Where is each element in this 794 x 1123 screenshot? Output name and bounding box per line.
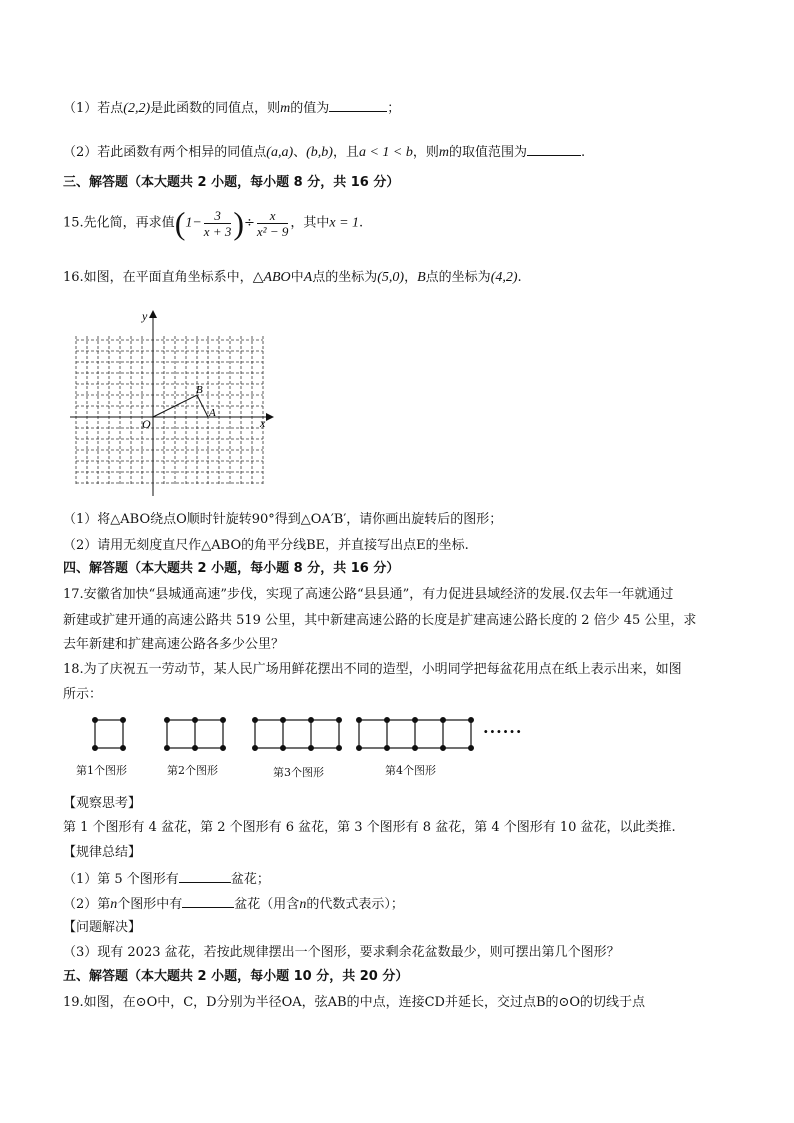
pattern-4 [357, 718, 474, 751]
flower-dot [121, 718, 126, 723]
observe-text: 第 1 个图形有 4 盆花，第 2 个图形有 6 盆花，第 3 个图形有 8 盆花，第 4 个图形有 10 盆花，以此类推. [63, 820, 676, 835]
pattern-2 [165, 718, 226, 751]
q18-part1: （1）第 5 个图形有 盆花； [63, 868, 270, 890]
observe-title: 【观察思考】 [63, 796, 142, 811]
flower-dot [281, 746, 286, 751]
q17-line1: 17.安徽省加快“县城通高速”步伐，实现了高速公路“县县通”，有力促进县域经济的发展.仅去年一年就通过 [63, 587, 674, 602]
q15: 15.先化简，再求值(1− $\frac{3}{x + 3}$ )÷ $\frac{x}{\text{x² − 9}}$ ，其中x = 1. [63, 205, 364, 241]
q14-part1: （1）若点(2,2)是此函数的同值点，则m的值为 ； [63, 97, 400, 119]
caption-figure-2: 第2个图形 [167, 764, 218, 777]
x-axis-arrow [266, 413, 274, 421]
flower-dot [93, 746, 98, 751]
flower-dot [413, 718, 418, 723]
section-3-title: 三、解答题（本大题共 2 小题，每小题 8 分，共 16 分） [63, 175, 400, 190]
flower-dot [337, 746, 342, 751]
q18-line2: 所示： [63, 687, 103, 702]
flower-dot [281, 718, 286, 723]
flower-dot [357, 718, 362, 723]
continuation-dots: ······ [483, 722, 523, 741]
q16-part1: （1）将△ABO绕点O顺时针旋转90°得到△OA′B′，请你画出旋转后的图形； [63, 512, 503, 527]
fraction-3-over-x-plus-3: $\frac{3}{x + 3}$ [203, 207, 232, 239]
answer-blank-3[interactable] [179, 868, 231, 883]
coordinate-grid-figure [66, 306, 282, 502]
q18-part3: （3）现有 2023 盆花，若按此规律摆出一个图形，要求剩余花盆数最少，则可摆出第几个图形？ [63, 945, 620, 960]
origin-label: O [142, 417, 151, 431]
pattern-3 [253, 718, 342, 751]
flower-dot [385, 746, 390, 751]
section-5-title: 五、解答题（本大题共 2 小题，每小题 10 分，共 20 分） [63, 969, 409, 984]
flower-dot [469, 718, 474, 723]
pattern-1 [93, 718, 126, 751]
y-axis-label: y [142, 309, 148, 323]
flower-dot [385, 718, 390, 723]
section-4-title: 四、解答题（本大题共 2 小题，每小题 8 分，共 16 分） [63, 561, 400, 576]
flower-dot [309, 746, 314, 751]
flower-dot [413, 746, 418, 751]
point-2-2: (2,2) [123, 101, 151, 116]
flower-dot [165, 746, 170, 751]
flower-dot [357, 746, 362, 751]
flower-dot [165, 718, 170, 723]
answer-blank-1[interactable] [329, 97, 387, 112]
q18-part2: （2）第n个图形中有 盆花（用含n的代数式表示）； [63, 893, 404, 915]
flower-patterns-figure [85, 712, 535, 756]
q14-part2: （2）若此函数有两个相异的同值点(a,a)、(b,b)，且a < 1 < b，则m的取值范围为 . [63, 141, 585, 163]
q17-line2: 新建或扩建开通的高速公路共 519 公里，其中新建高速公路的长度是扩建高速公路长度的 2 倍少 45 公里，求 [63, 613, 697, 628]
answer-blank-2[interactable] [527, 141, 581, 156]
q17-line3: 去年新建和扩建高速公路各多少公里？ [63, 637, 285, 652]
flower-dot [441, 718, 446, 723]
y-axis-arrow [149, 310, 157, 318]
flower-dot [469, 746, 474, 751]
flower-dot [441, 746, 446, 751]
flower-dot [193, 718, 198, 723]
q16-part2: （2）请用无刻度直尺作△ABO的角平分线BE，并直接写出点E的坐标. [63, 538, 469, 553]
caption-figure-1: 第1个图形 [76, 764, 127, 777]
q18-line1: 18.为了庆祝五一劳动节，某人民广场用鲜花摆出不同的造型，小明同学把每盆花用点在纸上表示出来，如图 [63, 662, 682, 677]
caption-figure-3: 第3个图形 [273, 766, 324, 779]
q19-line1: 19.如图，在⊙O中，C，D分别为半径OA，弦AB的中点，连接CD并延长，交过点B的⊙O的切线于点 [63, 995, 646, 1010]
q16-stem: 16.如图，在平面直角坐标系中，△ABO中A点的坐标为(5,0)，B点的坐标为(4,2). [63, 270, 522, 285]
flower-dot [121, 746, 126, 751]
flower-dot [221, 718, 226, 723]
flower-dot [253, 718, 258, 723]
fraction-x-over-x2-minus-9: $\frac{x}{\text{x² − 9}}$ [256, 207, 289, 239]
flower-dot [193, 746, 198, 751]
dashed-grid [76, 336, 263, 484]
flower-dot [309, 718, 314, 723]
x-axis-label: x [260, 416, 266, 430]
flower-dot [253, 746, 258, 751]
point-b-label: B [196, 384, 203, 396]
answer-blank-4[interactable] [182, 893, 234, 908]
caption-figure-4: 第4个图形 [385, 764, 436, 777]
flower-dot [337, 718, 342, 723]
flower-dot [93, 718, 98, 723]
rule-title: 【规律总结】 [63, 845, 142, 860]
point-a-label: A [209, 407, 216, 419]
flower-dot [221, 746, 226, 751]
solve-title: 【问题解决】 [63, 920, 142, 935]
